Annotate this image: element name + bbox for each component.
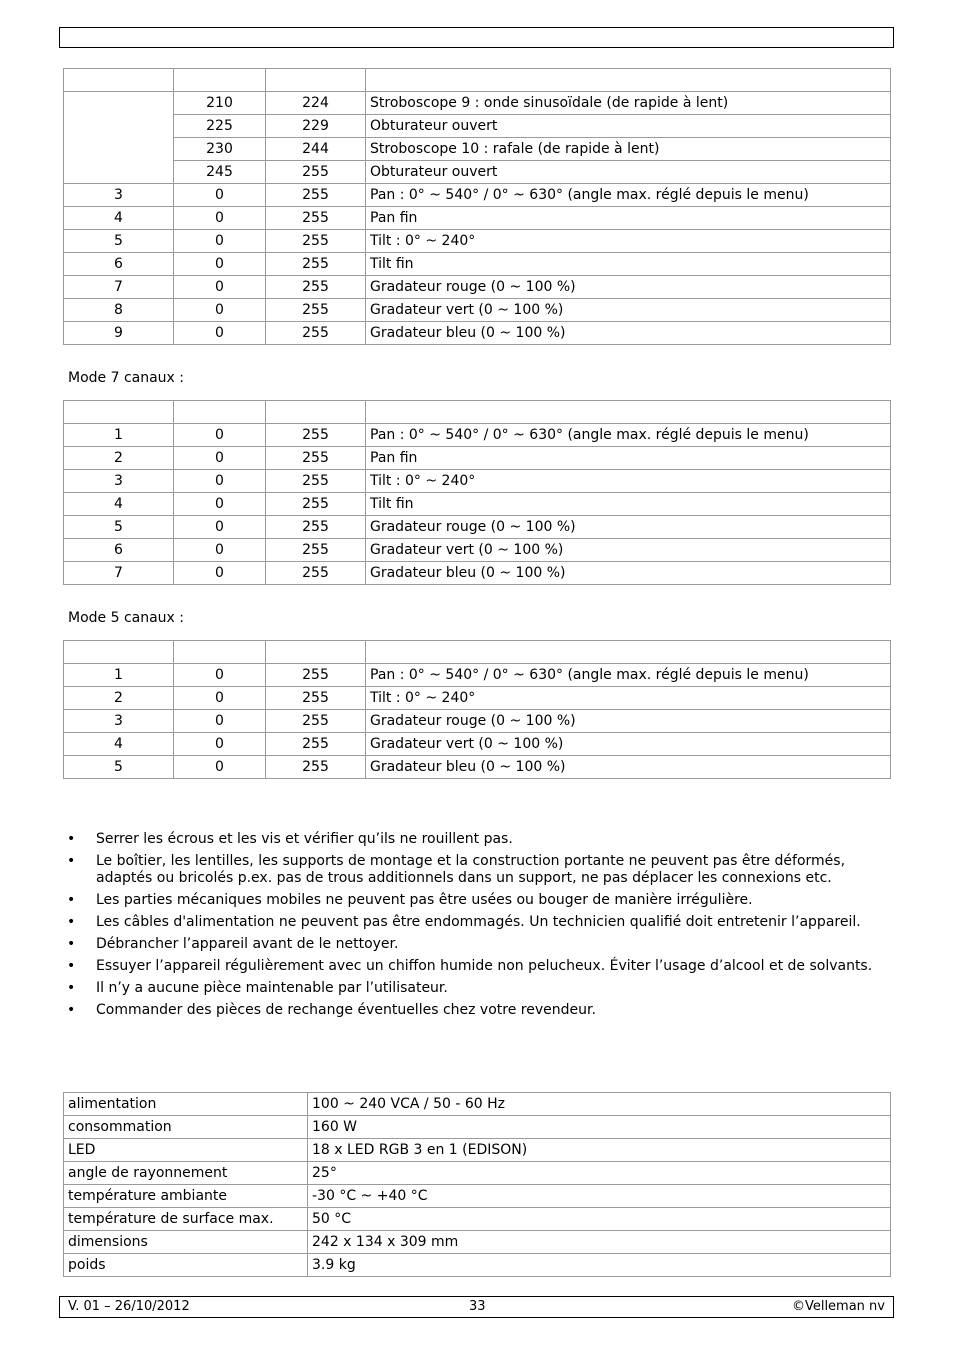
table-row (64, 756, 891, 779)
table-row (64, 687, 891, 710)
channel-cell: 3 (64, 184, 174, 207)
table-row (64, 401, 891, 424)
function-cell: Stroboscope 9 : onde sinusoïdale (de rapide à lent) (366, 92, 891, 115)
function-cell: Tilt : 0° ~ 240° (366, 687, 891, 710)
table-row (64, 161, 891, 184)
table-row (64, 69, 891, 92)
to-cell (266, 401, 366, 424)
to-cell: 255 (266, 687, 366, 710)
channel-cell: 4 (64, 207, 174, 230)
page-footer (59, 1296, 894, 1318)
function-cell: Gradateur bleu (0 ~ 100 %) (366, 756, 891, 779)
from-cell: 0 (174, 687, 266, 710)
to-cell: 255 (266, 230, 366, 253)
function-cell: Gradateur vert (0 ~ 100 %) (366, 733, 891, 756)
list-item: • Débrancher l’appareil avant de le nettoyer. (63, 936, 893, 953)
spec-name-cell: consommation (64, 1116, 308, 1139)
spec-value-cell: 100 ~ 240 VCA / 50 - 60 Hz (308, 1093, 891, 1116)
spec-value-cell: 18 x LED RGB 3 en 1 (EDISON) (308, 1139, 891, 1162)
function-cell: Stroboscope 10 : rafale (de rapide à lent) (366, 138, 891, 161)
from-cell: 0 (174, 539, 266, 562)
from-cell: 0 (174, 516, 266, 539)
to-cell: 255 (266, 756, 366, 779)
table-row (64, 207, 891, 230)
to-cell: 255 (266, 424, 366, 447)
dmx-table-continued (63, 68, 891, 345)
table-row (64, 493, 891, 516)
to-cell: 255 (266, 447, 366, 470)
function-cell: Obturateur ouvert (366, 161, 891, 184)
table-row (64, 138, 891, 161)
spec-value-cell: -30 °C ~ +40 °C (308, 1185, 891, 1208)
from-cell: 225 (174, 115, 266, 138)
mode-5-label: Mode 5 canaux : (68, 610, 185, 626)
function-cell: Pan fin (366, 447, 891, 470)
from-cell (174, 69, 266, 92)
to-cell: 255 (266, 539, 366, 562)
to-cell: 255 (266, 562, 366, 585)
table-row (64, 562, 891, 585)
from-cell: 0 (174, 230, 266, 253)
dmx-table-mode-7 (63, 400, 891, 585)
function-cell: Pan : 0° ~ 540° / 0° ~ 630° (angle max. réglé depuis le menu) (366, 184, 891, 207)
to-cell: 255 (266, 184, 366, 207)
from-cell: 0 (174, 184, 266, 207)
channel-cell: 7 (64, 562, 174, 585)
spec-name-cell: alimentation (64, 1093, 308, 1116)
to-cell: 255 (266, 493, 366, 516)
to-cell (266, 641, 366, 664)
list-item: • Essuyer l’appareil régulièrement avec un chiffon humide non pelucheux. Éviter l’usage d’alcool et de solvants. (63, 958, 893, 975)
table-row (64, 92, 891, 115)
table-row (64, 1139, 891, 1162)
spec-value-cell: 160 W (308, 1116, 891, 1139)
table-row (64, 184, 891, 207)
to-cell: 255 (266, 516, 366, 539)
channel-cell: 9 (64, 322, 174, 345)
spec-name-cell: angle de rayonnement (64, 1162, 308, 1185)
from-cell: 0 (174, 710, 266, 733)
footer-version: V. 01 – 26/10/2012 (68, 1299, 190, 1314)
channel-cell: 4 (64, 733, 174, 756)
to-cell: 255 (266, 161, 366, 184)
to-cell: 255 (266, 664, 366, 687)
from-cell: 0 (174, 253, 266, 276)
from-cell: 245 (174, 161, 266, 184)
page-header-box (59, 27, 894, 48)
list-item: • Il n’y a aucune pièce maintenable par l’utilisateur. (63, 980, 893, 997)
table-row (64, 664, 891, 687)
from-cell: 0 (174, 756, 266, 779)
to-cell: 255 (266, 253, 366, 276)
table-row (64, 1185, 891, 1208)
channel-cell: 1 (64, 424, 174, 447)
function-cell: Pan : 0° ~ 540° / 0° ~ 630° (angle max. réglé depuis le menu) (366, 424, 891, 447)
channel-cell: 1 (64, 664, 174, 687)
table-row (64, 641, 891, 664)
channel-cell (64, 69, 174, 92)
function-cell: Gradateur bleu (0 ~ 100 %) (366, 322, 891, 345)
table-row (64, 1116, 891, 1139)
from-cell: 0 (174, 562, 266, 585)
table-row (64, 1231, 891, 1254)
to-cell (266, 69, 366, 92)
channel-cell: 3 (64, 470, 174, 493)
spec-value-cell: 25° (308, 1162, 891, 1185)
function-cell: Tilt : 0° ~ 240° (366, 230, 891, 253)
function-cell: Gradateur rouge (0 ~ 100 %) (366, 276, 891, 299)
function-cell: Tilt fin (366, 493, 891, 516)
spec-name-cell: dimensions (64, 1231, 308, 1254)
table-row (64, 470, 891, 493)
from-cell: 0 (174, 493, 266, 516)
to-cell: 244 (266, 138, 366, 161)
channel-cell: 2 (64, 687, 174, 710)
channel-cell: 5 (64, 756, 174, 779)
function-cell (366, 69, 891, 92)
to-cell: 255 (266, 299, 366, 322)
to-cell: 255 (266, 276, 366, 299)
footer-page-number: 33 (469, 1299, 486, 1314)
table-row (64, 710, 891, 733)
table-row (64, 1254, 891, 1277)
maintenance-list (63, 831, 893, 1024)
spec-value-cell: 3.9 kg (308, 1254, 891, 1277)
channel-cell (64, 641, 174, 664)
table-row (64, 230, 891, 253)
channel-cell: 2 (64, 447, 174, 470)
function-cell: Pan : 0° ~ 540° / 0° ~ 630° (angle max. réglé depuis le menu) (366, 664, 891, 687)
function-cell: Gradateur bleu (0 ~ 100 %) (366, 562, 891, 585)
from-cell: 0 (174, 470, 266, 493)
from-cell: 230 (174, 138, 266, 161)
spec-value-cell: 50 °C (308, 1208, 891, 1231)
channel-cell: 3 (64, 710, 174, 733)
function-cell: Tilt : 0° ~ 240° (366, 470, 891, 493)
channel-cell: 5 (64, 230, 174, 253)
from-cell (174, 401, 266, 424)
to-cell: 255 (266, 710, 366, 733)
to-cell: 224 (266, 92, 366, 115)
function-cell: Gradateur vert (0 ~ 100 %) (366, 299, 891, 322)
from-cell: 0 (174, 276, 266, 299)
from-cell: 0 (174, 447, 266, 470)
list-item: • Les câbles d'alimentation ne peuvent pas être endommagés. Un technicien qualifié doit entretenir l’appareil. (63, 914, 893, 931)
function-cell: Obturateur ouvert (366, 115, 891, 138)
channel-cell: 8 (64, 299, 174, 322)
table-row (64, 253, 891, 276)
function-cell: Pan fin (366, 207, 891, 230)
spec-value-cell: 242 x 134 x 309 mm (308, 1231, 891, 1254)
channel-cell: 6 (64, 253, 174, 276)
channel-cell: 7 (64, 276, 174, 299)
list-item: • Serrer les écrous et les vis et vérifier qu’ils ne rouillent pas. (63, 831, 893, 848)
channel-cell: 6 (64, 539, 174, 562)
spec-name-cell: LED (64, 1139, 308, 1162)
footer-copyright: ©Velleman nv (791, 1299, 885, 1314)
from-cell: 0 (174, 424, 266, 447)
specifications-table (63, 1092, 891, 1277)
table-row (64, 516, 891, 539)
table-row (64, 447, 891, 470)
table-row (64, 539, 891, 562)
to-cell: 255 (266, 322, 366, 345)
function-cell: Gradateur rouge (0 ~ 100 %) (366, 516, 891, 539)
function-cell: Gradateur rouge (0 ~ 100 %) (366, 710, 891, 733)
spec-name-cell: température ambiante (64, 1185, 308, 1208)
function-cell (366, 641, 891, 664)
list-item: • Le boîtier, les lentilles, les supports de montage et la construction portante ne peuvent pas être déformés, adaptés ou bricolés p.ex. pas de trous additionnels dans un support, ne pas déplacer les connexions etc. (63, 853, 893, 887)
table-row (64, 733, 891, 756)
from-cell: 0 (174, 299, 266, 322)
to-cell: 255 (266, 207, 366, 230)
from-cell: 210 (174, 92, 266, 115)
function-cell: Gradateur vert (0 ~ 100 %) (366, 539, 891, 562)
channel-cell: 4 (64, 493, 174, 516)
from-cell: 0 (174, 664, 266, 687)
function-cell (366, 401, 891, 424)
spec-name-cell: poids (64, 1254, 308, 1277)
to-cell: 255 (266, 470, 366, 493)
from-cell: 0 (174, 207, 266, 230)
table-row (64, 1208, 891, 1231)
from-cell: 0 (174, 733, 266, 756)
to-cell: 255 (266, 733, 366, 756)
table-row (64, 115, 891, 138)
table-row (64, 276, 891, 299)
list-item: • Les parties mécaniques mobiles ne peuvent pas être usées ou bouger de manière irrégulière. (63, 892, 893, 909)
dmx-table-mode-5 (63, 640, 891, 779)
list-item: • Commander des pièces de rechange éventuelles chez votre revendeur. (63, 1002, 893, 1019)
table-row (64, 299, 891, 322)
channel-cell (64, 401, 174, 424)
function-cell: Tilt fin (366, 253, 891, 276)
from-cell (174, 641, 266, 664)
from-cell: 0 (174, 322, 266, 345)
spec-name-cell: température de surface max. (64, 1208, 308, 1231)
table-row (64, 322, 891, 345)
channel-cell (64, 92, 174, 184)
table-row (64, 424, 891, 447)
table-row (64, 1093, 891, 1116)
mode-7-label: Mode 7 canaux : (68, 370, 185, 386)
channel-cell: 5 (64, 516, 174, 539)
table-row (64, 1162, 891, 1185)
to-cell: 229 (266, 115, 366, 138)
